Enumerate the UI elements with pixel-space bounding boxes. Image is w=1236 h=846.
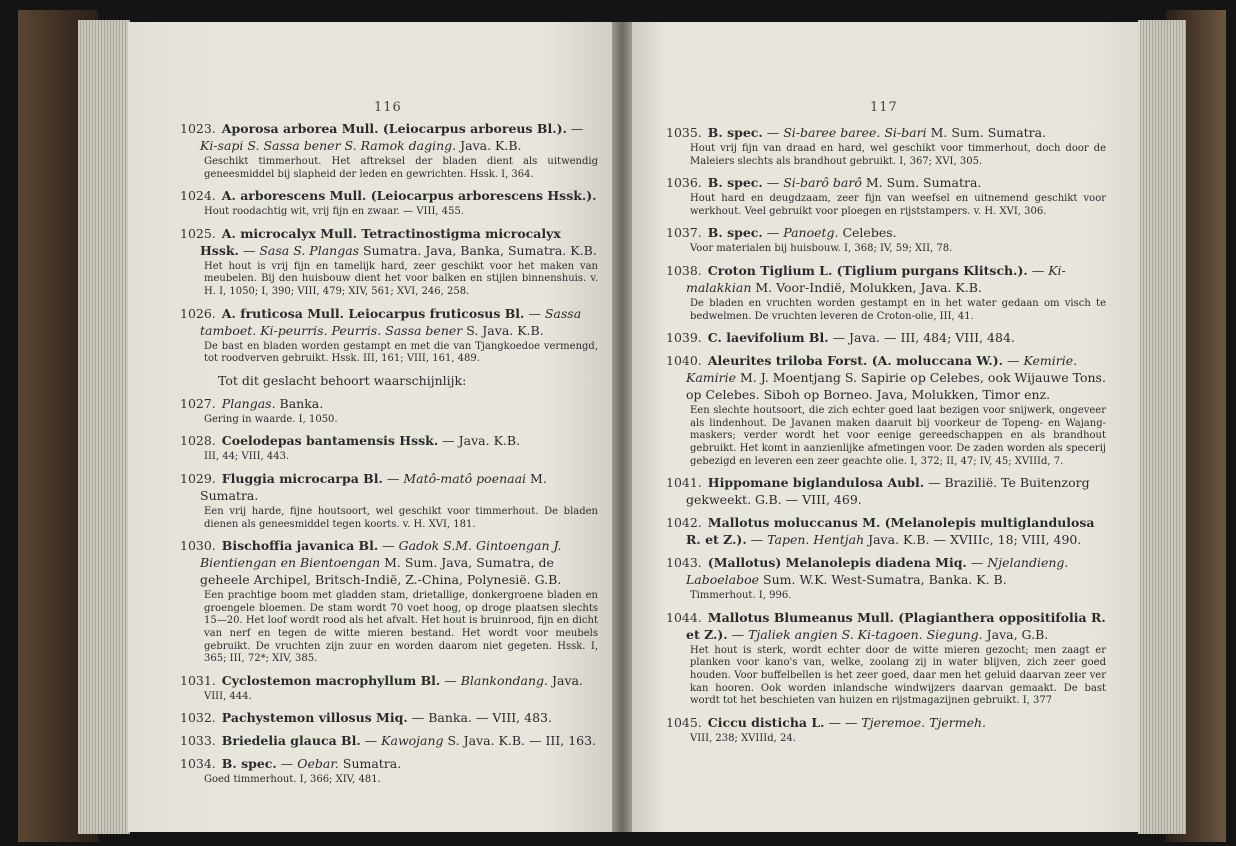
species-name: A. arborescens Mull. (Leiocarpus arborescens Hssk.). xyxy=(221,188,597,204)
entry xyxy=(666,352,1106,468)
entry-description: Geschikt timmerhout. Het aftreksel der bladen dient als uitwendig geneesmiddel bij slapheid der leden en gewrichten. Hssk. I, 364. xyxy=(204,156,598,180)
separator: — xyxy=(1027,262,1049,278)
locality: Brazilië. Te Buitenzorg gekweekt. G.B. — VIII, 469. xyxy=(686,475,1090,508)
entry xyxy=(666,174,1106,218)
entry xyxy=(180,537,598,666)
entry-description: Het hout is sterk, wordt echter door de witte mieren gezocht; men zaagt er planken voor kano's van, welke, zoolang zij in water blijven, zich zeer goed houden. Voor buffelbellen is het zeer goed, daar men het geluid daarvan zeer ver kan hooren. Ook worden inlandsche windwijzers daarvan gemaakt. De bast wordt tot het beschieten van huizen en rijstmagazijnen gebruikt. I, 377 xyxy=(690,644,1106,707)
entry-number: 1038. xyxy=(666,262,702,278)
entry-number: 1040. xyxy=(666,353,702,369)
vernacular-names: Oebar. xyxy=(297,756,339,772)
species-name: Coelodepas bantamensis Hssk. xyxy=(221,433,439,449)
entry-heading xyxy=(180,470,598,504)
entry-number: 1032. xyxy=(180,710,216,726)
vernacular-names: Plangas. xyxy=(221,395,276,411)
vernacular-names: Sassa tamboet. Ki-peurris. Peurris. Sassa bener xyxy=(200,305,582,338)
genus-note: Tot dit geslacht behoort waarschijnlijk: xyxy=(218,372,467,388)
vernacular-names: Ki-malakkian xyxy=(686,262,1066,295)
entry-heading xyxy=(180,709,598,726)
entry-heading xyxy=(180,537,598,588)
vernacular-names: Sasa S. Plangas xyxy=(259,242,360,258)
entry xyxy=(666,329,1106,346)
species-name: (Mallotus) Melanolepis diadena Miq. xyxy=(707,555,967,571)
entry xyxy=(666,262,1106,323)
entry xyxy=(666,224,1106,256)
entry-heading xyxy=(666,474,1106,508)
entry-number: 1026. xyxy=(180,305,216,321)
entry-heading xyxy=(180,432,598,449)
entry xyxy=(180,305,598,366)
separator: — xyxy=(524,305,545,321)
entry-description: Timmerhout. I, 996. xyxy=(690,590,792,602)
entry-number: 1042. xyxy=(666,515,702,531)
locality: Java, G.B. xyxy=(982,626,1049,642)
page-number: 116 xyxy=(374,100,402,115)
entry-description: Hout vrij fijn van draad en hard, wel geschikt voor timmerhout, doch door de Maleiers slechts als brandhout gebruikt. I, 367; XVI, 305. xyxy=(690,143,1106,167)
species-name: Bischoffia javanica Bl. xyxy=(221,538,379,554)
vernacular-names: Tapen. Hentjah xyxy=(767,532,865,548)
species-name: Pachystemon villosus Miq. xyxy=(221,710,408,726)
species-name: C. laevifolium Bl. xyxy=(707,330,829,346)
entry-number: 1031. xyxy=(180,672,216,688)
entry-heading xyxy=(666,609,1106,643)
species-name: Mallotus moluccanus M. (Melanolepis multiglandulosa R. et Z.). xyxy=(686,515,1095,548)
entry-description: Een slechte houtsoort, die zich echter goed laat bezigen voor snijwerk, ongeveer als lindenhout. De Javanen maken daaruit bij voorkeur de Topeng- en Wajang-maskers; verder wordt het voor eenige gereedschappen en als brandhout gebruikt. Het komt in aanzienlijke afmetingen voor. De zaden worden als specerij gebezigd en leveren een zeer geachte olie. I, 372; II, 47; IV, 45; XVIIId, 7. xyxy=(690,405,1106,467)
locality: M. Voor-Indië, Molukken, Java. K.B. xyxy=(751,279,982,295)
locality: M. Sum. Java, Sumatra, de geheele Archipel, Britsch-Indië, Z.-China, Polynesië. G.B. xyxy=(200,555,562,588)
locality: Java. K.B. — XVIIIc, 18; VIII, 490. xyxy=(864,532,1082,548)
vernacular-names: Matô-matô poenaai xyxy=(403,470,527,486)
locality: S. Java. K.B. — III, 163. xyxy=(443,733,597,749)
locality: Banka. — VIII, 483. xyxy=(428,710,552,726)
entry-number: 1039. xyxy=(666,330,702,346)
entry-number: 1041. xyxy=(666,475,702,491)
page-number: 117 xyxy=(870,100,898,115)
right-column xyxy=(666,124,1106,751)
entry xyxy=(180,732,598,749)
entry-number: 1030. xyxy=(180,538,216,554)
entry-description: Een prachtige boom met gladden stam, drietallige, donkergroene bladen en groengele bloemen. De stam wordt 70 voet hoog, op droge plaatsen slechts 15—20. Het loof wordt rood als het afvalt. Het hout is bruinrood, fijn en dicht van nerf en tegen de witte mieren bestand. Het wordt voor meubels gebruikt. De vruchten zijn zuur en worden daarom niet gegeten. Hssk. I, 365; III, 72*; XIV, 385. xyxy=(204,590,598,665)
entry-description: Voor materialen bij huisbouw. I, 368; IV, 59; XII, 78. xyxy=(690,243,953,255)
entry-description: De bast en bladen worden gestampt en met die van Tjangkoedoe vermengd, tot roodverven gebruikt. Hssk. III, 161; VIII, 161, 489. xyxy=(204,340,598,365)
separator: — xyxy=(566,121,584,136)
right-page xyxy=(626,22,1140,832)
entry xyxy=(666,714,1106,746)
entry-number: 1043. xyxy=(666,555,702,571)
entry xyxy=(180,187,598,219)
entry xyxy=(180,470,598,531)
entry xyxy=(666,554,1106,603)
species-name: Croton Tiglium L. (Tiglium purgans Klitsch.). xyxy=(707,262,1028,278)
species-name: Hippomane biglandulosa Aubl. xyxy=(707,475,925,491)
separator: — xyxy=(378,538,399,554)
species-name: Aleurites triloba Forst. (A. moluccana W.). xyxy=(707,353,1004,369)
entry-description: Een vrij harde, fijne houtsoort, wel geschikt voor timmerhout. De bladen dienen als geneesmiddel tegen koorts. v. H. XVI, 181. xyxy=(204,505,598,530)
entry-number: 1025. xyxy=(180,225,216,241)
locality: Sumatra. xyxy=(338,756,402,772)
locality: Java. xyxy=(548,672,583,688)
vernacular-names: Panoetg. xyxy=(783,225,839,241)
locality: Sum. W.K. West-Sumatra, Banka. K. B. xyxy=(759,572,1007,588)
entry-number: 1044. xyxy=(666,609,702,625)
species-name: Fluggia microcarpa Bl. xyxy=(221,470,383,486)
left-column xyxy=(180,120,598,793)
entry-number: 1029. xyxy=(180,470,216,486)
separator: — xyxy=(276,756,298,772)
species-name: A. fruticosa Mull. Leiocarpus fruticosus Bl. xyxy=(221,305,525,321)
species-name: B. spec. xyxy=(221,756,277,772)
separator: — xyxy=(746,532,768,548)
entry-number: 1036. xyxy=(666,175,702,191)
locality: Java. — III, 484; VIII, 484. xyxy=(849,330,1015,346)
species-name: Aporosa arborea Mull. (Leiocarpus arboreus Bl.). xyxy=(221,121,567,136)
species-name: A. microcalyx Mull. Tetractinostigma microcalyx Hssk. xyxy=(200,225,561,258)
entry-description: Hout hard en deugdzaam, zeer fijn van weefsel en uitnemend geschikt voor werkhout. Veel gebruikt voor ploegen en rijststampers. v. H. XVI, 306. xyxy=(690,193,1106,217)
separator: — xyxy=(360,733,382,749)
entry-heading xyxy=(180,187,598,204)
locality: Celebes. xyxy=(838,225,897,241)
entry xyxy=(180,709,598,726)
entry-heading xyxy=(180,732,598,749)
entry-heading xyxy=(666,329,1106,346)
entry-description: Het hout is vrij fijn en tamelijk hard, zeer geschikt voor het maken van meubelen. Bij den huisbouw dient het voor balken en stijlen binnenshuis. v. H. I, 1050; I, 390; VIII, 479; XIV, 561; XVI, 246, 258. xyxy=(204,260,598,297)
separator: — xyxy=(382,470,404,486)
separator: — xyxy=(762,175,784,191)
entry-description: Hout roodachtig wit, vrij fijn en zwaar. — VIII, 455. xyxy=(204,206,465,218)
entry-heading xyxy=(666,554,1106,588)
entry xyxy=(180,755,598,787)
entry-heading xyxy=(666,124,1106,141)
locality: M. Sum. Sumatra. xyxy=(861,175,982,191)
left-page xyxy=(128,22,618,832)
entry-heading xyxy=(180,225,598,259)
entry-heading xyxy=(666,514,1106,548)
separator: — — xyxy=(824,714,862,730)
species-name: Cyclostemon macrophyllum Bl. xyxy=(221,672,441,688)
separator: — xyxy=(438,433,459,449)
entry-number: 1033. xyxy=(180,733,216,749)
locality: Banka. xyxy=(275,395,324,411)
separator: — xyxy=(727,626,749,642)
separator: — xyxy=(238,242,260,258)
entry-description: Gering in waarde. I, 1050. xyxy=(204,413,338,425)
separator: — xyxy=(828,330,850,346)
entry-number: 1034. xyxy=(180,756,216,772)
species-name: Mallotus Blumeanus Mull. (Plagianthera oppositifolia R. et Z.). xyxy=(686,609,1106,642)
separator: — xyxy=(407,710,429,726)
separator: — xyxy=(440,672,461,688)
entry-heading xyxy=(666,262,1106,296)
entry-heading xyxy=(666,352,1106,403)
entry xyxy=(666,124,1106,168)
entry-number: 1045. xyxy=(666,714,702,730)
entry-description: Goed timmerhout. I, 366; XIV, 481. xyxy=(204,774,381,786)
entry-heading xyxy=(666,224,1106,241)
vernacular-names: Kemirie. Kamirie xyxy=(686,353,1078,386)
entry xyxy=(180,395,598,427)
entry-number: 1037. xyxy=(666,225,702,241)
vernacular-names: Tjaliek angien S. Ki-tagoen. Siegung. xyxy=(748,626,983,642)
separator: — xyxy=(924,475,945,491)
locality: Sumatra. Java, Banka, Sumatra. K.B. xyxy=(359,242,597,258)
entry xyxy=(666,474,1106,508)
locality: M. Sum. Sumatra. xyxy=(926,125,1047,140)
locality: S. Java. K.B. xyxy=(462,322,544,338)
vernacular-names: Njelandieng. Laboelaboe xyxy=(686,555,1069,588)
vernacular-names: Si-baree baree. Si-bari xyxy=(783,125,927,140)
species-name: Ciccu disticha L. xyxy=(707,714,825,730)
locality: M. Sumatra. xyxy=(200,470,547,503)
species-name: B. spec. xyxy=(707,175,763,191)
entry-number: 1023. xyxy=(180,121,216,136)
species-name: Briedelia glauca Bl. xyxy=(221,733,361,749)
entry-description: De bladen en vruchten worden gestampt en in het water gedaan om visch te bedwelmen. De vruchten leveren de Croton-olie, III, 41. xyxy=(690,297,1106,322)
book-gutter xyxy=(612,22,632,832)
page-edges-right xyxy=(1138,20,1186,834)
entry-number: 1035. xyxy=(666,125,702,140)
entry-heading xyxy=(666,714,1106,731)
entry-heading xyxy=(180,305,598,339)
locality: M. J. Moentjang S. Sapirie op Celebes, ook Wijauwe Tons. op Celebes. Siboh op Borneo. Java, Molukken, Timor enz. xyxy=(686,370,1106,403)
separator: — xyxy=(762,225,784,241)
separator: — xyxy=(762,125,784,140)
entry xyxy=(666,514,1106,548)
locality: Java. K.B. xyxy=(458,433,521,449)
entry-heading xyxy=(180,395,598,412)
entry-heading xyxy=(180,120,598,154)
vernacular-names: Si-barô barô xyxy=(783,175,862,191)
entry-description: VIII, 444. xyxy=(204,690,252,702)
entry-description: III, 44; VIII, 443. xyxy=(204,451,290,463)
vernacular-names: Ki-sapi S. Sassa bener S. Ramok daging. xyxy=(200,138,457,153)
entry-heading xyxy=(180,755,598,772)
entry-heading xyxy=(180,672,598,689)
species-name: B. spec. xyxy=(707,225,763,241)
entry xyxy=(180,432,598,464)
entry xyxy=(180,120,598,181)
entry-number: 1027. xyxy=(180,395,216,411)
entry-number: 1024. xyxy=(180,188,216,204)
species-name: B. spec. xyxy=(707,125,763,140)
vernacular-names: Tjeremoe. Tjermeh. xyxy=(861,714,986,730)
separator: — xyxy=(966,555,988,571)
entry xyxy=(180,672,598,704)
vernacular-names: Kawojang xyxy=(381,733,444,749)
entry xyxy=(180,225,598,299)
page-edges-left xyxy=(78,20,130,834)
vernacular-names: Gadok S.M. Gintoengan J. Bientiengan en Bientoengan xyxy=(200,538,562,571)
entry xyxy=(666,609,1106,708)
separator: — xyxy=(1003,353,1024,369)
locality: Java. K.B. xyxy=(456,138,522,153)
entry-heading xyxy=(666,174,1106,191)
entry-description: VIII, 238; XVIIId, 24. xyxy=(690,732,796,744)
vernacular-names: Blankondang. xyxy=(460,672,549,688)
entry-number: 1028. xyxy=(180,433,216,449)
